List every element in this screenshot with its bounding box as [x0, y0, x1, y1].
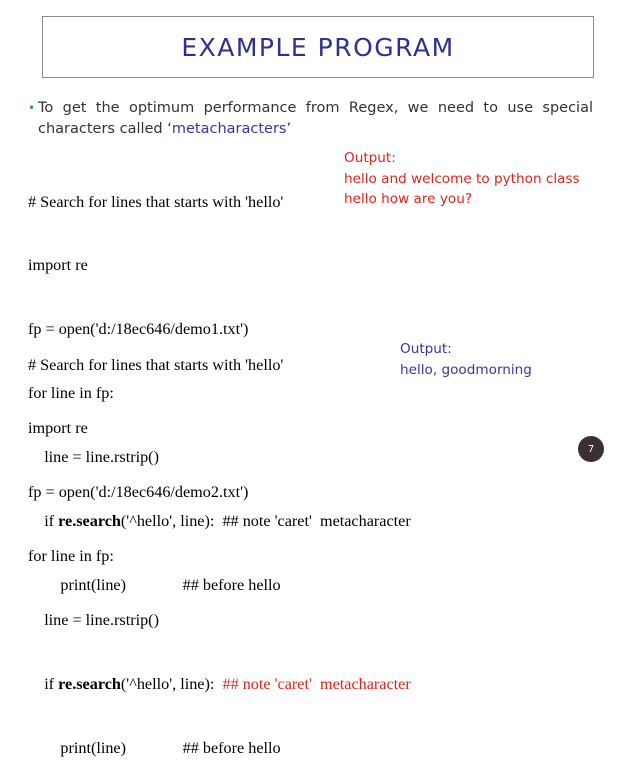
re-search-keyword: re.search: [58, 675, 121, 694]
code-line: fp = open('d:/18ec646/demo1.txt'): [28, 320, 249, 339]
code-line: # Search for lines that starts with 'hello': [28, 192, 284, 211]
output-block-2: [400, 339, 532, 380]
bullet-marker: •: [28, 101, 36, 115]
code-line-print: print(line) ## before hello: [28, 575, 281, 594]
code-line-print: print(line) ## before hello: [28, 738, 281, 757]
title-box: [42, 16, 594, 78]
code-if-indent: if: [28, 512, 59, 531]
output-label: Output:: [344, 150, 396, 166]
bullet-point: [28, 98, 593, 140]
output-line: hello and welcome to python class: [344, 170, 580, 187]
bullet-line-2-suffix: ’: [286, 121, 292, 137]
code-line: import re: [28, 419, 88, 438]
code-line: for line in fp:: [28, 384, 114, 403]
code-if-indent: if: [28, 675, 59, 694]
code-if-rest: ('^hello', line): ## note 'caret' metacharacter: [120, 512, 411, 531]
code-if-args: ('^hello', line):: [120, 675, 223, 694]
metacharacters-keyword: metacharacters: [171, 121, 287, 137]
bullet-line-2-prefix: characters called ‘: [38, 121, 172, 137]
re-search-keyword: re.search: [58, 512, 121, 531]
code-line-if: [28, 674, 411, 695]
code-line: # Search for lines that starts with 'hello': [28, 355, 284, 374]
slide-title: EXAMPLE PROGRAM: [181, 32, 455, 62]
code-line: import re: [28, 256, 88, 275]
bullet-line-2: [38, 121, 291, 137]
code-line: for line in fp:: [28, 547, 114, 566]
code-line: line = line.rstrip(): [28, 611, 159, 630]
caret-comment: ## note 'caret' metacharacter: [222, 675, 411, 694]
bullet-line-1: To get the optimum performance from Regex, we need to use special: [38, 100, 593, 116]
code-block-2: [28, 312, 411, 781]
output-label: Output:: [400, 341, 452, 357]
output-line: hello, goodmorning: [400, 361, 532, 378]
code-line: fp = open('d:/18ec646/demo2.txt'): [28, 483, 249, 502]
bullet-text: [38, 98, 593, 140]
output-line: hello how are you?: [344, 191, 473, 207]
page-number-badge: 7: [578, 436, 604, 462]
code-line: line = line.rstrip(): [28, 448, 159, 467]
output-block-1: [344, 148, 580, 210]
